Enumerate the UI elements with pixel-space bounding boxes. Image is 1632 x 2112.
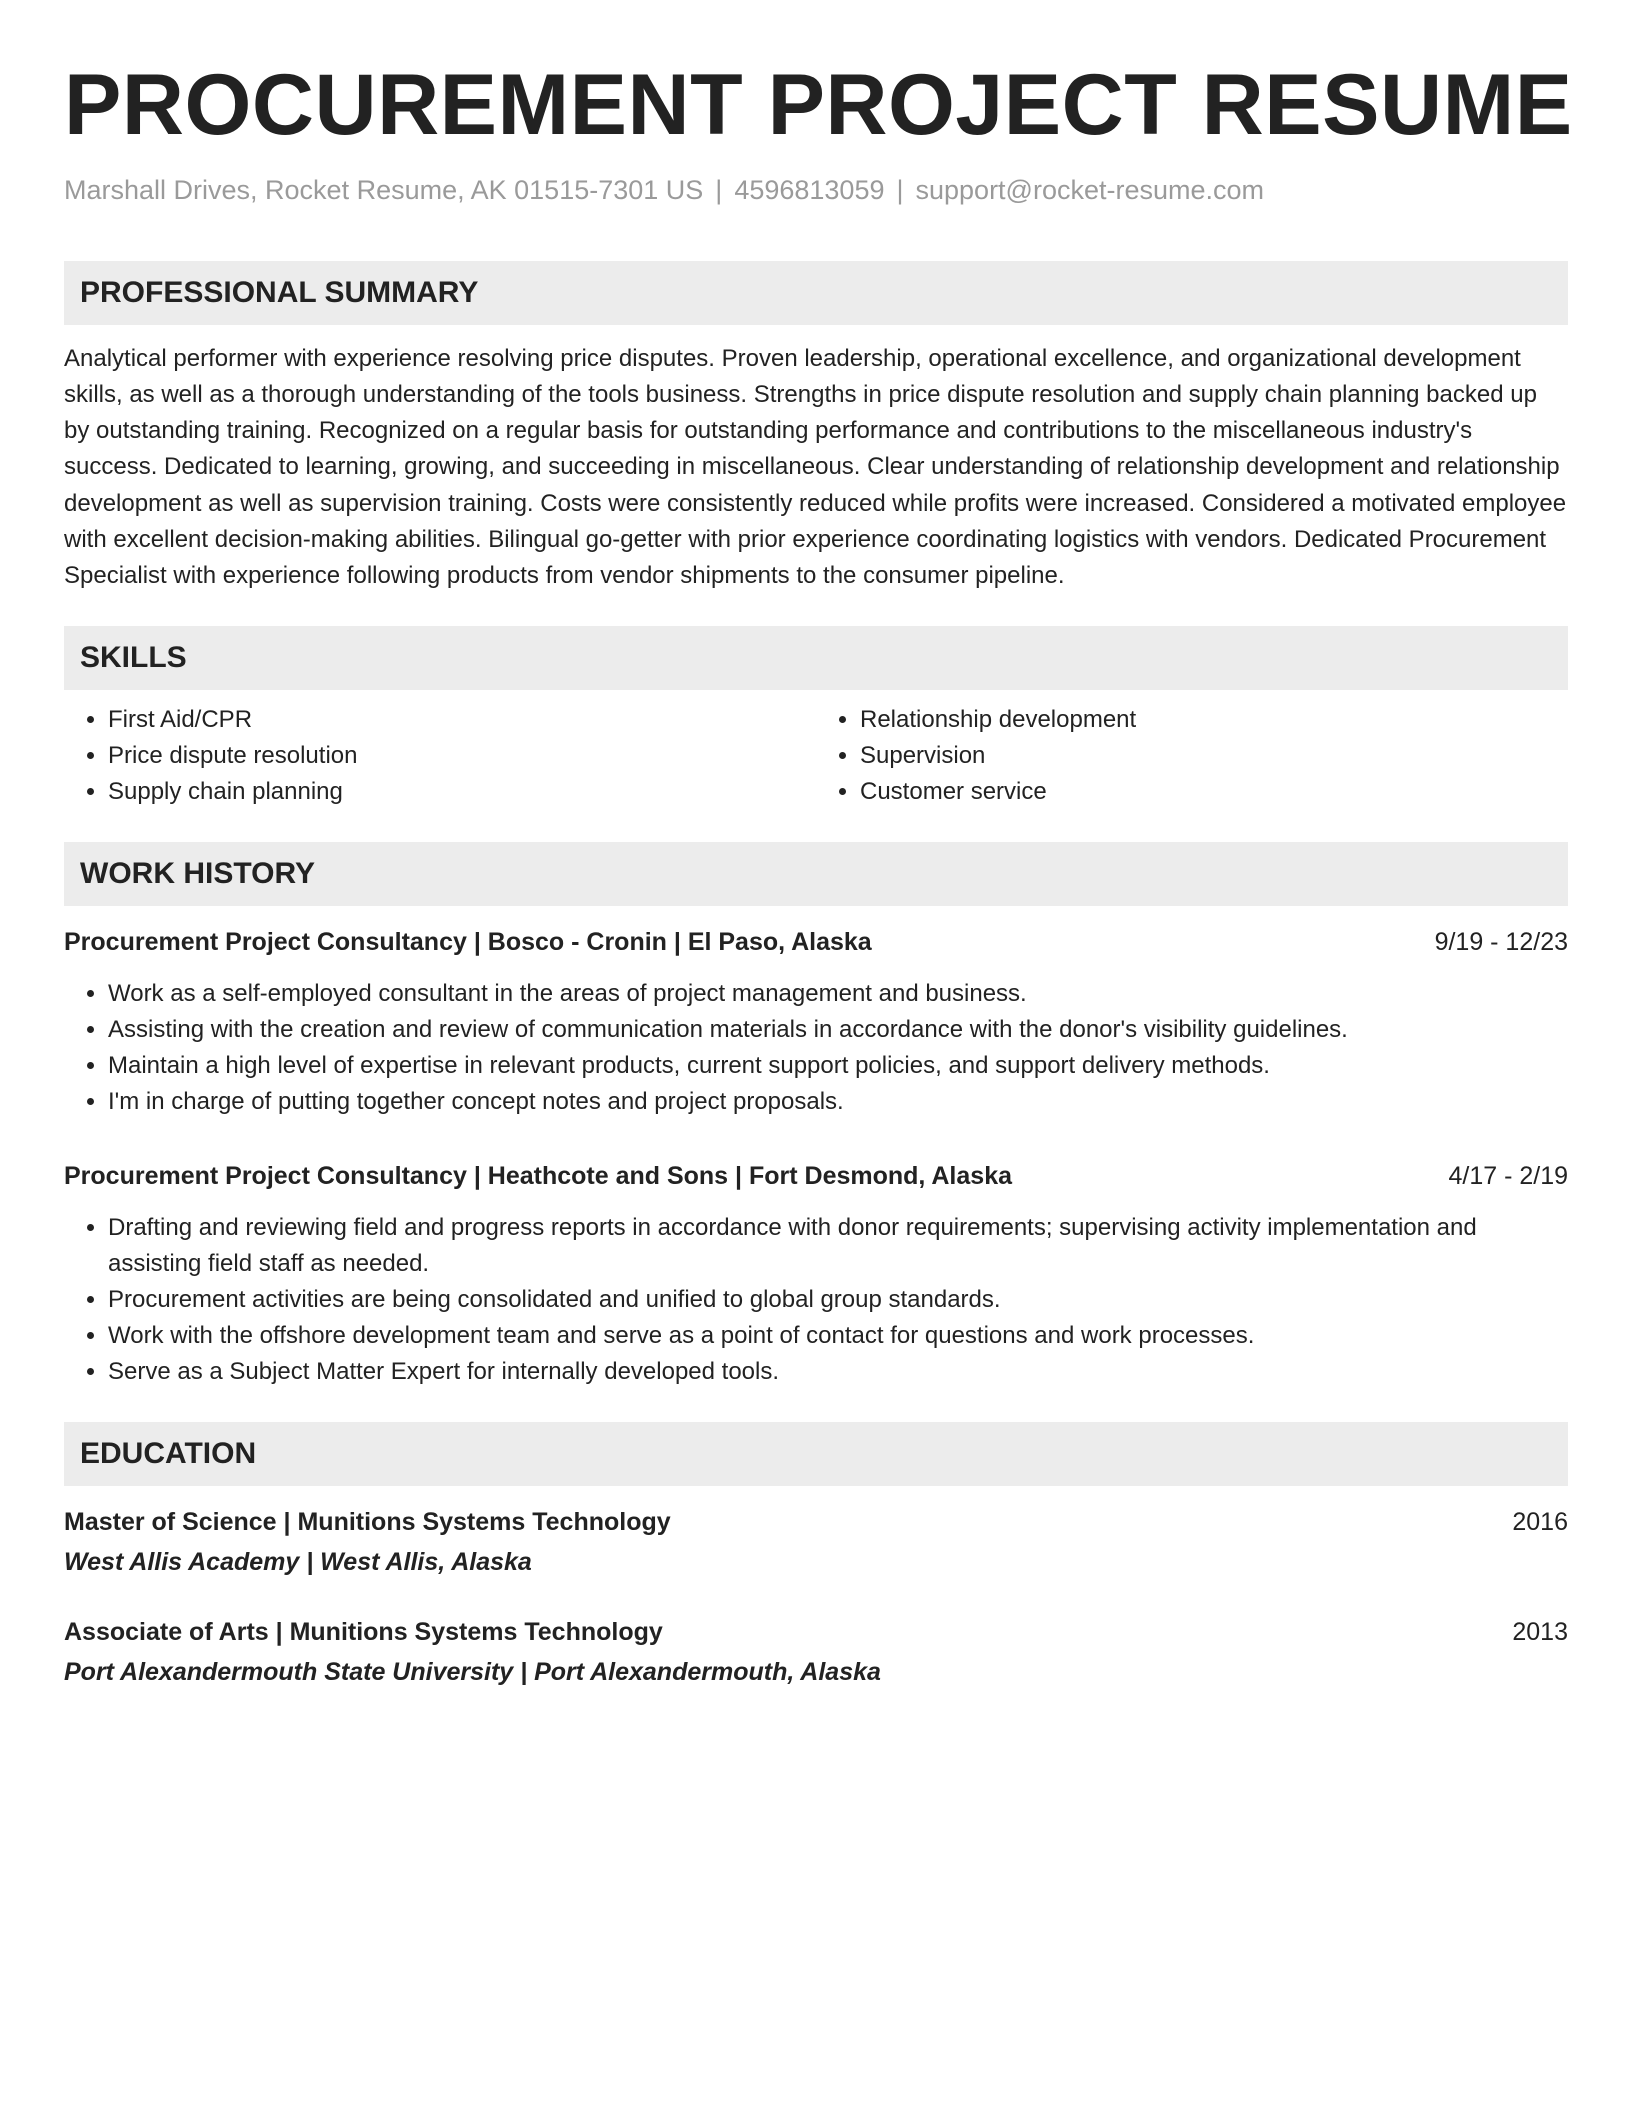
education-school: Port Alexandermouth State University | Port Alexandermouth, Alaska [64, 1658, 881, 1687]
education-school: West Allis Academy | West Allis, Alaska [64, 1548, 532, 1577]
job-title: Procurement Project Consultancy | Heathcote and Sons | Fort Desmond, Alaska [64, 1162, 1012, 1191]
education-degree: Associate of Arts | Munitions Systems Technology [64, 1618, 663, 1647]
job-bullet: • Procurement activities are being consolidated and unified to global group standards. [108, 1282, 1568, 1318]
summary-text: Analytical performer with experience resolving price disputes. Proven leadership, operational excellence, and organizational development skills, as well as a thorough understanding of the tools business. Strengths in price dispute resolution and supply chain planning backed up by outstanding training. Recognized on a regular basis for outstanding performance and contributions to the miscellaneous industry's success. Dedicated to learning, growing, and succeeding in miscellaneous. Clear understanding of relationship development and relationship development as well as supervision training. Costs were consistently reduced while profits were increased. Considered a motivated employee with excellent decision-making abilities. Bilingual go-getter with prior experience coordinating logistics with vendors. Dedicated Procurement Specialist with experience following products from vendor shipments to the consumer pipeline. [64, 344, 1567, 589]
job-entry [64, 1158, 1568, 1390]
job-bullet: • Assisting with the creation and review of communication materials in accordance with the donor's visibility guidelines. [108, 1012, 1568, 1048]
contact-email: support@rocket-resume.com [915, 174, 1265, 205]
skills-grid [64, 702, 1568, 810]
education-entry [64, 1614, 1568, 1690]
resume-title: PROCUREMENT PROJECT RESUME [64, 57, 1573, 153]
contact-separator: | [896, 174, 904, 205]
job-bullets [64, 1210, 1568, 1390]
contact-line [64, 173, 1568, 208]
education-entry [64, 1504, 1568, 1580]
job-bullet: • Serve as a Subject Matter Expert for internally developed tools. [108, 1354, 1568, 1390]
job-header [64, 924, 1568, 960]
job-bullet: • Work as a self-employed consultant in the areas of project management and business. [108, 976, 1568, 1012]
education-header [64, 1614, 1568, 1650]
skill-item: • First Aid/CPR [108, 702, 816, 738]
skill-item: • Customer service [860, 774, 1568, 810]
job-bullets [64, 976, 1568, 1120]
skills-column-left [64, 702, 816, 810]
education-degree: Master of Science | Munitions Systems Technology [64, 1508, 671, 1537]
job-bullet: • I'm in charge of putting together concept notes and project proposals. [108, 1084, 1568, 1120]
section-heading-skills: SKILLS [64, 626, 1568, 690]
skill-item: • Relationship development [860, 702, 1568, 738]
job-title: Procurement Project Consultancy | Bosco - Cronin | El Paso, Alaska [64, 928, 872, 957]
skill-item: • Supply chain planning [108, 774, 816, 810]
job-bullet: • Maintain a high level of expertise in relevant products, current support policies, and support delivery methods. [108, 1048, 1568, 1084]
job-bullet: • Drafting and reviewing field and progress reports in accordance with donor requirements; supervising activity implementation and assisting field staff as needed. [108, 1210, 1568, 1282]
education-header [64, 1504, 1568, 1540]
section-heading-education: EDUCATION [64, 1422, 1568, 1486]
section-heading-summary: PROFESSIONAL SUMMARY [64, 261, 1568, 325]
job-entry [64, 924, 1568, 1120]
job-bullet: • Work with the offshore development team and serve as a point of contact for questions and work processes. [108, 1318, 1568, 1354]
section-heading-work-history: WORK HISTORY [64, 842, 1568, 906]
contact-phone: 4596813059 [734, 174, 885, 205]
skill-item: • Supervision [860, 738, 1568, 774]
education-year: 2013 [1512, 1618, 1568, 1647]
education-year: 2016 [1512, 1508, 1568, 1537]
job-header [64, 1158, 1568, 1194]
skills-column-right [816, 702, 1568, 810]
contact-separator: | [715, 174, 723, 205]
contact-address: Marshall Drives, Rocket Resume, AK 01515-7301 US [64, 174, 704, 205]
job-dates: 9/19 - 12/23 [1434, 928, 1568, 957]
skill-item: • Price dispute resolution [108, 738, 816, 774]
job-dates: 4/17 - 2/19 [1448, 1162, 1568, 1191]
